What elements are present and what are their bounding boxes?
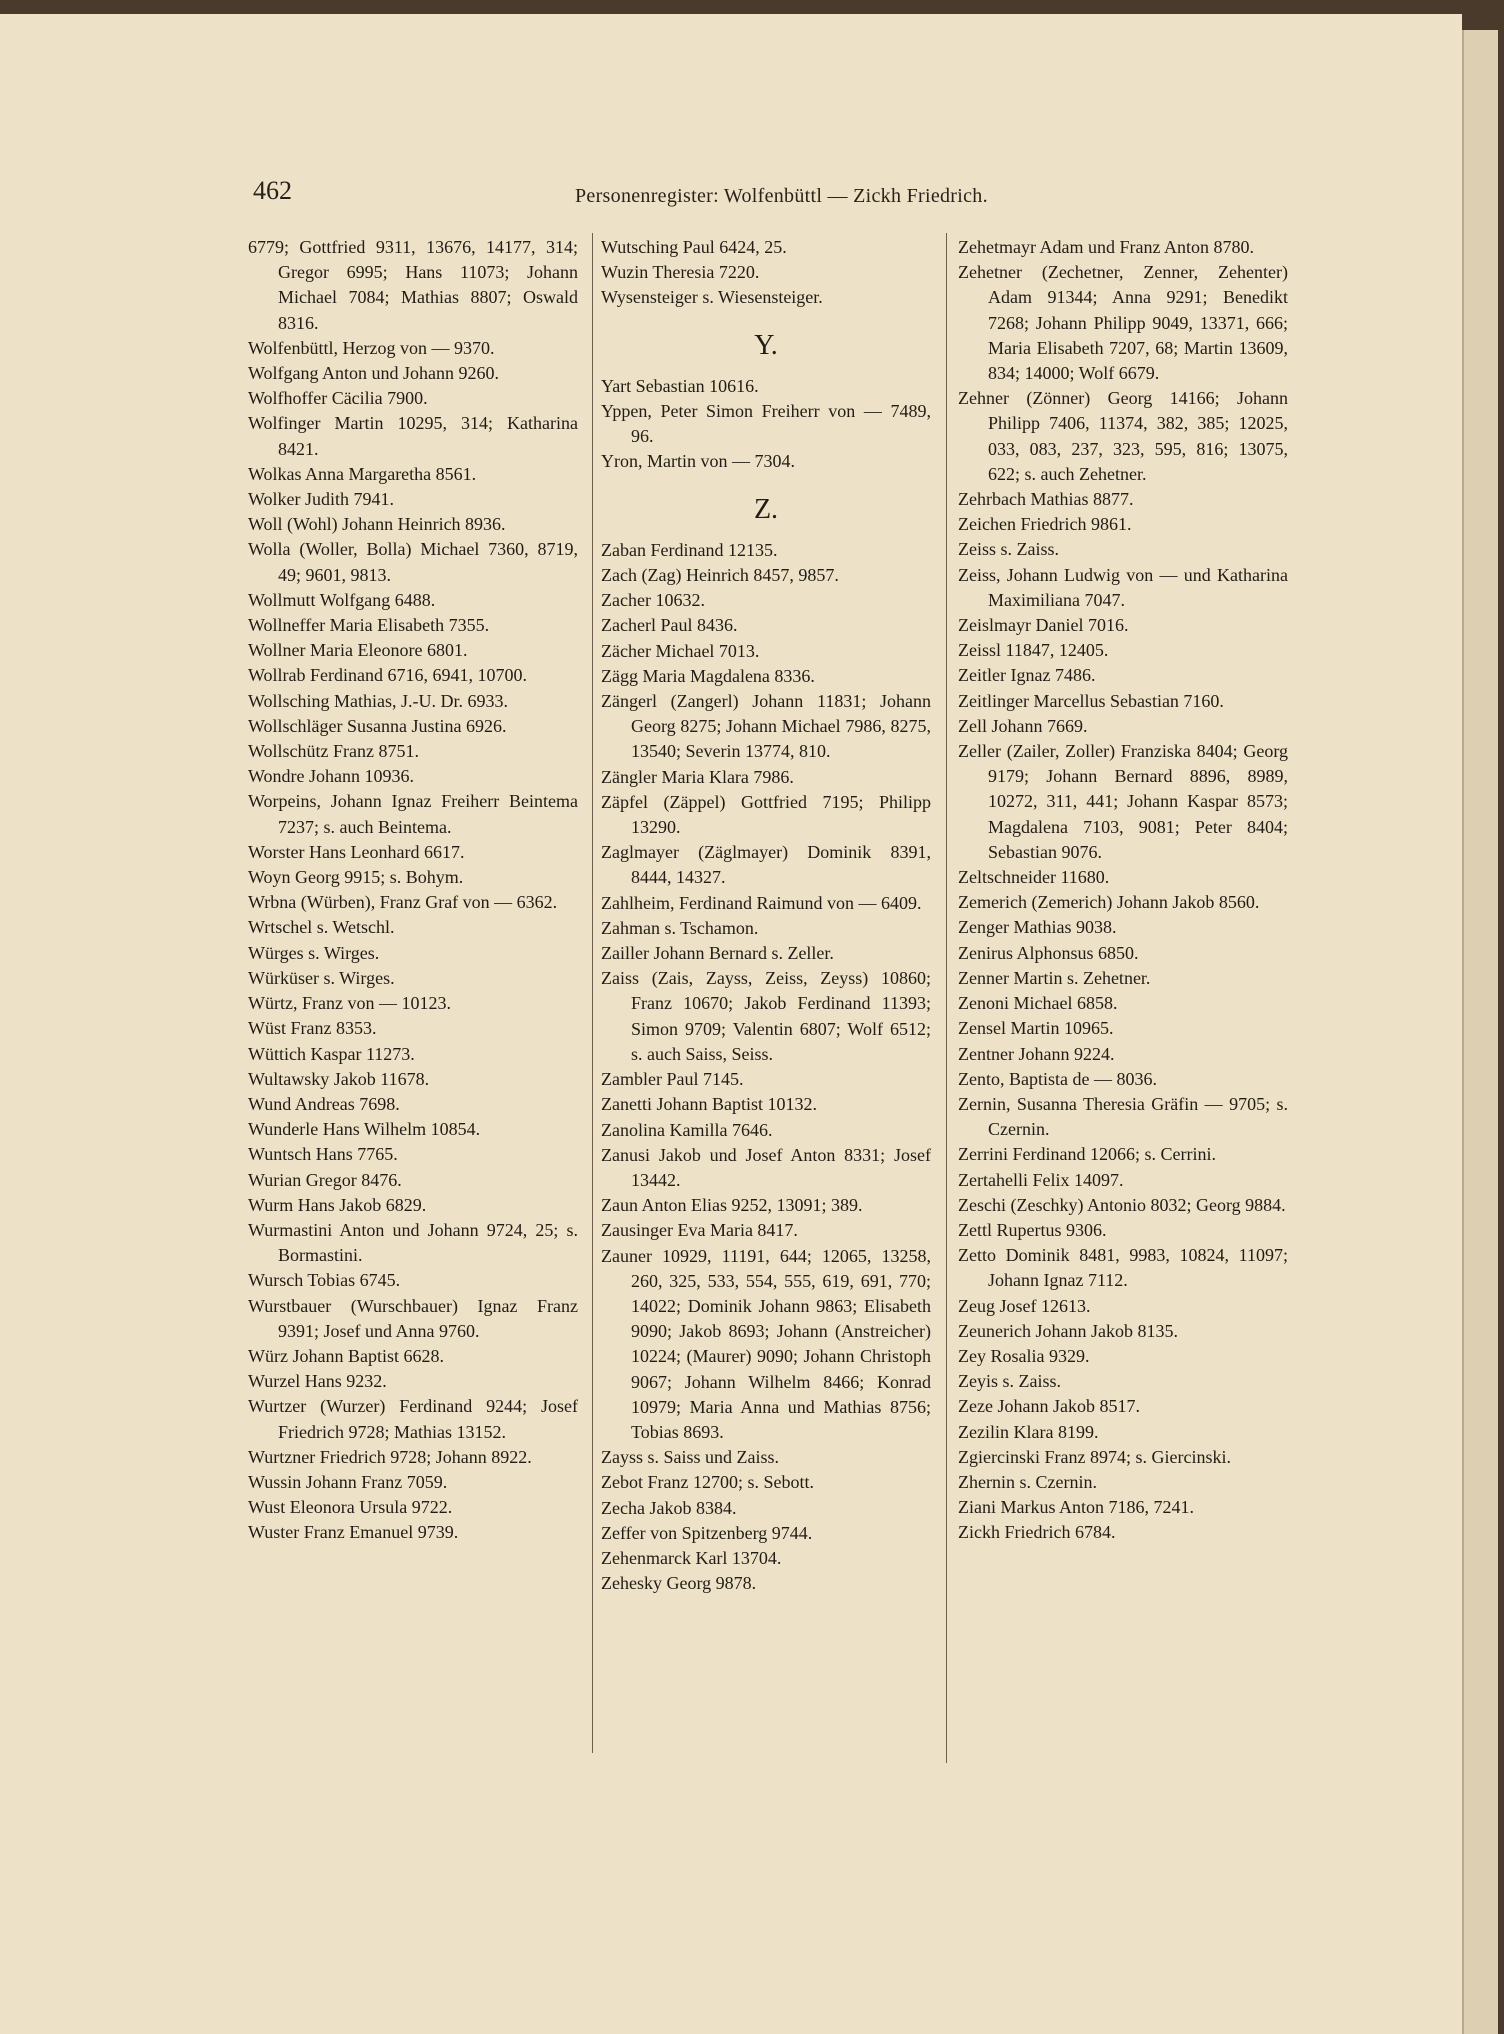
index-entry: Wund Andreas 7698. bbox=[248, 1093, 400, 1114]
index-entry: Wolker Judith 7941. bbox=[248, 489, 395, 510]
index-entry: Yppen, Peter Simon Freiherr von — 7489, 96. bbox=[601, 401, 931, 447]
index-entry: Wüttich Kaspar 11273. bbox=[248, 1043, 415, 1064]
index-entry: Zanetti Johann Baptist 10132. bbox=[601, 1094, 817, 1115]
index-entry: Zenirus Alphonsus 6850. bbox=[958, 942, 1139, 963]
index-entry: Wondre Johann 10936. bbox=[248, 766, 415, 787]
index-entry: Zebot Franz 12700; s. Sebott. bbox=[601, 1472, 814, 1493]
index-entry: Würz Johann Baptist 6628. bbox=[248, 1345, 444, 1366]
index-entry: Zentner Johann 9224. bbox=[958, 1043, 1115, 1064]
index-entry: Wuzin Theresia 7220. bbox=[601, 262, 760, 283]
index-entry: Zeitlinger Marcellus Sebastian 7160. bbox=[958, 690, 1224, 711]
index-entry: Wolfinger Martin 10295, 314; Katharina 8421. bbox=[248, 413, 578, 459]
index-entry: Zeschi (Zeschky) Antonio 8032; Georg 9884. bbox=[958, 1194, 1286, 1215]
index-entry: Wursch Tobias 6745. bbox=[248, 1270, 401, 1291]
index-entry: Zahlheim, Ferdinand Raimund von — 6409. bbox=[601, 892, 922, 913]
index-entry: Zeug Josef 12613. bbox=[958, 1295, 1091, 1316]
index-entry: Wust Eleonora Ursula 9722. bbox=[248, 1497, 453, 1518]
index-entry: Wurm Hans Jakob 6829. bbox=[248, 1194, 427, 1215]
index-entry: Zängler Maria Klara 7986. bbox=[601, 766, 794, 787]
index-entry: Wrtschel s. Wetschl. bbox=[248, 917, 395, 938]
index-entry: Wurian Gregor 8476. bbox=[248, 1169, 402, 1190]
index-entry: Wolfenbüttl, Herzog von — 9370. bbox=[248, 337, 495, 358]
index-entry: Zenner Martin s. Zehetner. bbox=[958, 967, 1151, 988]
index-entry: Zettl Rupertus 9306. bbox=[958, 1219, 1107, 1240]
index-entry: Zeiss, Johann Ludwig von — und Katharina Maximiliana 7047. bbox=[958, 564, 1288, 610]
section-letter-z: Z. bbox=[753, 493, 779, 525]
column-divider bbox=[592, 233, 593, 1753]
index-entry: Wollrab Ferdinand 6716, 6941, 10700. bbox=[248, 665, 528, 686]
index-entry: 6779; Gottfried 9311, 13676, 14177, 314; Gregor 6995; Hans 11073; Johann Michael 7084; Mathias 8807; Oswald 8316. bbox=[248, 237, 578, 333]
index-entry: Zernin, Susanna Theresia Gräfin — 9705; s. Czernin. bbox=[958, 1093, 1288, 1140]
index-entry: Worpeins, Johann Ignaz Freiherr Beintema 7237; s. auch Beintema. bbox=[248, 791, 578, 837]
index-entry: Wolfhoffer Cäcilia 7900. bbox=[248, 388, 428, 409]
index-entry: Yron, Martin von — 7304. bbox=[601, 451, 795, 472]
index-entry: Zemerich (Zemerich) Johann Jakob 8560. bbox=[958, 892, 1260, 913]
index-entry: Wollner Maria Eleonore 6801. bbox=[248, 640, 468, 661]
index-entry: Wollsching Mathias, J.-U. Dr. 6933. bbox=[248, 690, 509, 711]
index-entry: Zehenmarck Karl 13704. bbox=[601, 1547, 782, 1568]
index-entry: Zeiss s. Zaiss. bbox=[958, 539, 1059, 560]
index-column-2 bbox=[601, 235, 931, 1596]
index-entry: Zeller (Zailer, Zoller) Franziska 8404; Georg 9179; Johann Bernard 8896, 8989, 10272, 311, 441; Johann Kaspar 8573; Magdalena 7103, 9081; Peter 8404; Sebastian 9076. bbox=[958, 741, 1288, 862]
index-entry: Zaun Anton Elias 9252, 13091; 389. bbox=[601, 1195, 863, 1216]
index-entry: Zenger Mathias 9038. bbox=[958, 917, 1117, 938]
index-entry: Wysensteiger s. Wiesensteiger. bbox=[601, 287, 823, 308]
index-entry: Zell Johann 7669. bbox=[958, 715, 1088, 736]
index-entry: Zeissl 11847, 12405. bbox=[958, 640, 1109, 661]
index-entry: Zailler Johann Bernard s. Zeller. bbox=[601, 943, 834, 964]
index-entry: Zetto Dominik 8481, 9983, 10824, 11097; Johann Ignaz 7112. bbox=[958, 1245, 1288, 1291]
index-entry: Zaglmayer (Zäglmayer) Dominik 8391, 8444, 14327. bbox=[601, 842, 931, 888]
index-entry: Zerrini Ferdinand 12066; s. Cerrini. bbox=[958, 1144, 1216, 1165]
index-entry: Zambler Paul 7145. bbox=[601, 1069, 744, 1090]
index-entry: Wollschläger Susanna Justina 6926. bbox=[248, 715, 507, 736]
index-entry: Zach (Zag) Heinrich 8457, 9857. bbox=[601, 565, 839, 586]
index-entry: Zehetner (Zechetner, Zenner, Zehenter) Adam 91344; Anna 9291; Benedikt 7268; Johann Philipp 9049, 13371, 666; Maria Elisabeth 7207, 68; Martin 13609, 834; 14000; Wolf 6679. bbox=[958, 262, 1288, 384]
index-entry: Wultawsky Jakob 11678. bbox=[248, 1068, 430, 1089]
index-entry: Wollmutt Wolfgang 6488. bbox=[248, 589, 436, 610]
index-entry: Zgiercinski Franz 8974; s. Giercinski. bbox=[958, 1446, 1231, 1467]
index-entry: Wurzel Hans 9232. bbox=[248, 1371, 387, 1392]
index-entry: Wurtzner Friedrich 9728; Johann 8922. bbox=[248, 1446, 532, 1467]
index-entry: Zeze Johann Jakob 8517. bbox=[958, 1396, 1140, 1417]
index-entry: Wurmastini Anton und Johann 9724, 25; s. Bormastini. bbox=[248, 1219, 578, 1266]
index-entry: Zickh Friedrich 6784. bbox=[958, 1522, 1116, 1543]
page-number: 462 bbox=[253, 176, 292, 205]
index-entry: Würküser s. Wirges. bbox=[248, 967, 395, 988]
index-column-1 bbox=[248, 235, 578, 1546]
index-entry: Wrbna (Würben), Franz Graf von — 6362. bbox=[248, 892, 558, 913]
section-letter-y: Y. bbox=[754, 329, 778, 361]
index-group-y bbox=[601, 374, 931, 475]
index-entry: Zeislmayr Daniel 7016. bbox=[958, 615, 1129, 636]
index-entry: Wunderle Hans Wilhelm 10854. bbox=[248, 1119, 481, 1140]
index-entry: Zehrbach Mathias 8877. bbox=[958, 489, 1134, 510]
index-entry: Zeichen Friedrich 9861. bbox=[958, 514, 1132, 535]
page-edge bbox=[1462, 30, 1498, 2034]
index-entry: Wollschütz Franz 8751. bbox=[248, 741, 420, 762]
index-entry: Zägg Maria Magdalena 8336. bbox=[601, 665, 815, 686]
index-entry: Zanolina Kamilla 7646. bbox=[601, 1119, 773, 1140]
index-entry: Zängerl (Zangerl) Johann 11831; Johann Georg 8275; Johann Michael 7986, 8275, 13540; Severin 13774, 810. bbox=[601, 691, 931, 762]
index-entry: Zacherl Paul 8436. bbox=[601, 615, 738, 636]
index-entry: Wussin Johann Franz 7059. bbox=[248, 1471, 448, 1492]
index-entry: Zeunerich Johann Jakob 8135. bbox=[958, 1320, 1178, 1341]
index-group-w-end bbox=[601, 235, 931, 311]
index-entry: Zhernin s. Czernin. bbox=[958, 1471, 1097, 1492]
index-entry: Zecha Jakob 8384. bbox=[601, 1497, 737, 1518]
index-entry: Wurstbauer (Wurschbauer) Ignaz Franz 9391; Josef und Anna 9760. bbox=[248, 1295, 578, 1341]
index-entry: Zächer Michael 7013. bbox=[601, 640, 760, 661]
index-entry: Zehetmayr Adam und Franz Anton 8780. bbox=[958, 237, 1254, 257]
index-entry: Zäpfel (Zäppel) Gottfried 7195; Philipp 13290. bbox=[601, 791, 931, 838]
index-entry: Zeitler Ignaz 7486. bbox=[958, 665, 1096, 686]
index-entry: Zehesky Georg 9878. bbox=[601, 1573, 757, 1594]
index-entry: Zahman s. Tschamon. bbox=[601, 917, 759, 938]
index-entry: Zenoni Michael 6858. bbox=[958, 993, 1118, 1014]
index-group-z bbox=[601, 538, 931, 1597]
index-entry: Zaban Ferdinand 12135. bbox=[601, 539, 778, 560]
index-entry: Zacher 10632. bbox=[601, 590, 705, 611]
index-entry: Würges s. Wirges. bbox=[248, 942, 380, 963]
index-entry: Zehner (Zönner) Georg 14166; Johann Philipp 7406, 11374, 382, 385; 12025, 033, 083, 237, 323, 595, 816; 13075, 622; s. auch Zehetner. bbox=[958, 388, 1288, 484]
index-entry: Zausinger Eva Maria 8417. bbox=[601, 1220, 798, 1241]
index-entry: Wuster Franz Emanuel 9739. bbox=[248, 1522, 459, 1543]
running-title: Personenregister: Wolfenbüttl — Zickh Friedrich. bbox=[575, 185, 988, 207]
index-entry: Wuntsch Hans 7765. bbox=[248, 1144, 398, 1165]
index-entry: Zeffer von Spitzenberg 9744. bbox=[601, 1522, 813, 1543]
index-entry: Woll (Wohl) Johann Heinrich 8936. bbox=[248, 514, 506, 535]
index-entry: Wolkas Anna Margaretha 8561. bbox=[248, 463, 477, 484]
index-entry: Zeltschneider 11680. bbox=[958, 867, 1110, 888]
index-entry: Woyn Georg 9915; s. Bohym. bbox=[248, 867, 464, 888]
index-entry: Yart Sebastian 10616. bbox=[601, 375, 759, 396]
index-entry: Zanusi Jakob und Josef Anton 8331; Josef 13442. bbox=[601, 1144, 931, 1190]
index-entry: Wollneffer Maria Elisabeth 7355. bbox=[248, 615, 490, 636]
index-entry: Zeyis s. Zaiss. bbox=[958, 1371, 1061, 1392]
index-entry: Zento, Baptista de — 8036. bbox=[958, 1068, 1157, 1089]
index-entry: Zertahelli Felix 14097. bbox=[958, 1169, 1124, 1190]
index-entry: Zey Rosalia 9329. bbox=[958, 1345, 1090, 1366]
index-entry: Zezilin Klara 8199. bbox=[958, 1421, 1099, 1442]
index-column-3 bbox=[958, 235, 1288, 1546]
index-entry: Zauner 10929, 11191, 644; 12065, 13258, 260, 325, 533, 554, 555, 619, 691, 770; 14022; Dominik Johann 9863; Elisabeth 9090; Jakob 8693; Johann (Anstreicher) 10224; (Maurer) 9090; Johann Christoph 9067; Johann Wilhelm 8466; Konrad 10979; Maria Anna und Mathias 8756; Tobias 8693. bbox=[601, 1245, 931, 1442]
index-entry: Wurtzer (Wurzer) Ferdinand 9244; Josef Friedrich 9728; Mathias 13152. bbox=[248, 1396, 578, 1442]
index-entry: Wüst Franz 8353. bbox=[248, 1018, 377, 1039]
index-entry: Wutsching Paul 6424, 25. bbox=[601, 237, 787, 257]
index-entry: Zaiss (Zais, Zayss, Zeiss, Zeyss) 10860; Franz 10670; Jakob Ferdinand 11393; Simon 9709; Valentin 6807; Wolf 6512; s. auch Saiss, Seiss. bbox=[601, 968, 931, 1064]
index-entry: Wolfgang Anton und Johann 9260. bbox=[248, 363, 500, 384]
column-divider bbox=[946, 233, 947, 1763]
index-entry: Zensel Martin 10965. bbox=[958, 1018, 1114, 1039]
index-entry: Wolla (Woller, Bolla) Michael 7360, 8719, 49; 9601, 9813. bbox=[248, 539, 578, 585]
index-entry: Ziani Markus Anton 7186, 7241. bbox=[958, 1497, 1194, 1518]
index-entry: Zayss s. Saiss und Zaiss. bbox=[601, 1447, 780, 1468]
index-entry: Würtz, Franz von — 10123. bbox=[248, 993, 451, 1014]
index-entry: Worster Hans Leonhard 6617. bbox=[248, 841, 465, 862]
